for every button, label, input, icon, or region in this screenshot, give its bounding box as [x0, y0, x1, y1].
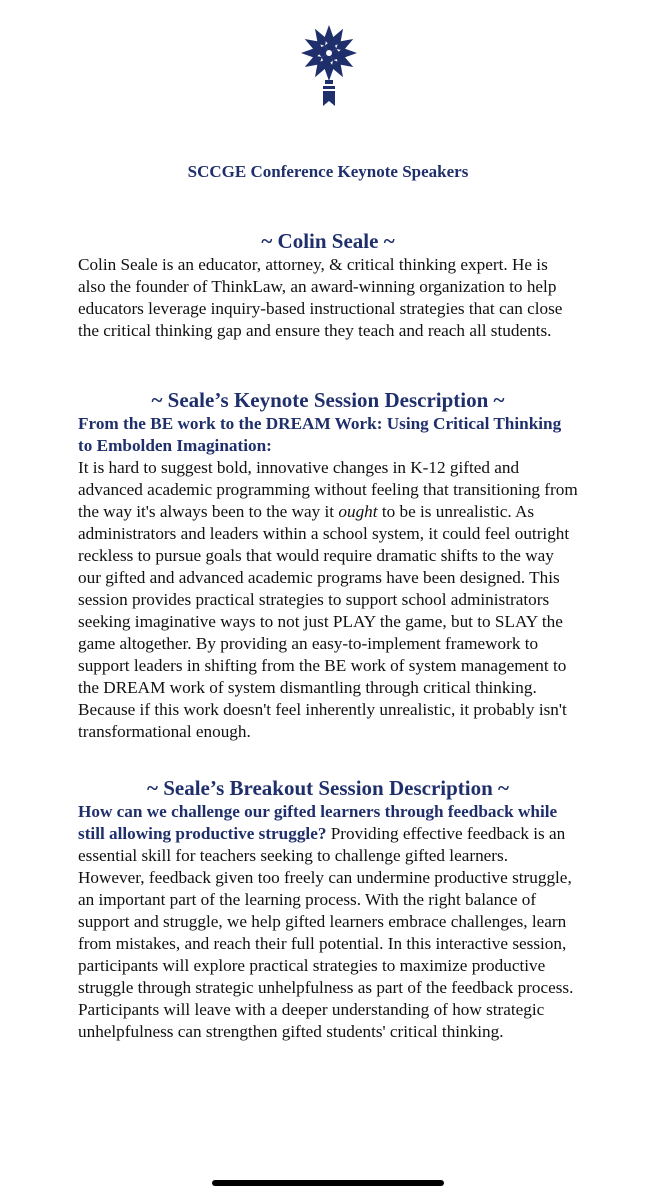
speaker-name-heading: ~ Colin Seale ~	[261, 229, 395, 253]
sccge-logo-icon	[298, 22, 360, 108]
home-indicator-bar[interactable]	[212, 1180, 444, 1186]
breakout-heading: ~ Seale’s Breakout Session Description ~	[147, 776, 509, 800]
breakout-session-title: How can we challenge our gifted learners through feedback while still allowing productive struggle?	[78, 802, 558, 843]
spacer	[78, 342, 578, 387]
breakout-session	[78, 801, 578, 1043]
breakout-description: Providing effective feedback is an essential skill for teachers seeking to challenge gifted learners. However, feedback given too freely can undermine productive struggle, an important part of the learning process. With the right balance of support and struggle, we help gifted learners embrace challenges, learn from mistakes, and reach their full potential. In this interactive session, participants will explore practical strategies to maximize productive struggle through strategic unhelpfulness as part of the feedback process. Participants will leave with a deeper understanding of how strategic unhelpfulness can strengthen gifted students' critical thinking.	[78, 824, 574, 1041]
keynote-description-emphasis: ought	[338, 502, 378, 521]
speaker-bio: Colin Seale is an educator, attorney, & critical thinking expert. He is also the founder of ThinkLaw, an award-winning organization to help educators leverage inquiry-based instructional strategies that can close the critical thinking gap and ensure they teach and reach all students.	[78, 255, 563, 340]
document-title: SCCGE Conference Keynote Speakers	[187, 162, 469, 181]
keynote-session	[78, 413, 578, 743]
document-body	[78, 228, 578, 1043]
keynote-description-part2: to be is unrealistic. As administrators and leaders within a school system, it could feel outright reckless to pursue goals that would require dramatic shifts to the way our gifted and advanced academic programs have been designed. This session provides practical strategies to support school administrators seeking imaginative ways to not just PLAY the game, but to SLAY the game altogether. By providing an easy-to-implement framework to support leaders in shifting from the BE work of system management to the DREAM work of system dismantling through critical thinking. Because if this work doesn't feel inherently unrealistic, it probably isn't transformational enough.	[78, 502, 570, 741]
spacer	[78, 743, 578, 775]
keynote-description-part1: It is hard to suggest bold, innovative changes in K-12 gifted and advanced academic programming without feeling that transitioning from the way it's always been to the way it	[78, 458, 578, 521]
keynote-session-title: From the BE work to the DREAM Work: Using Critical Thinking to Embolden Imagination:	[78, 414, 562, 455]
keynote-heading: ~ Seale’s Keynote Session Description ~	[151, 388, 505, 412]
